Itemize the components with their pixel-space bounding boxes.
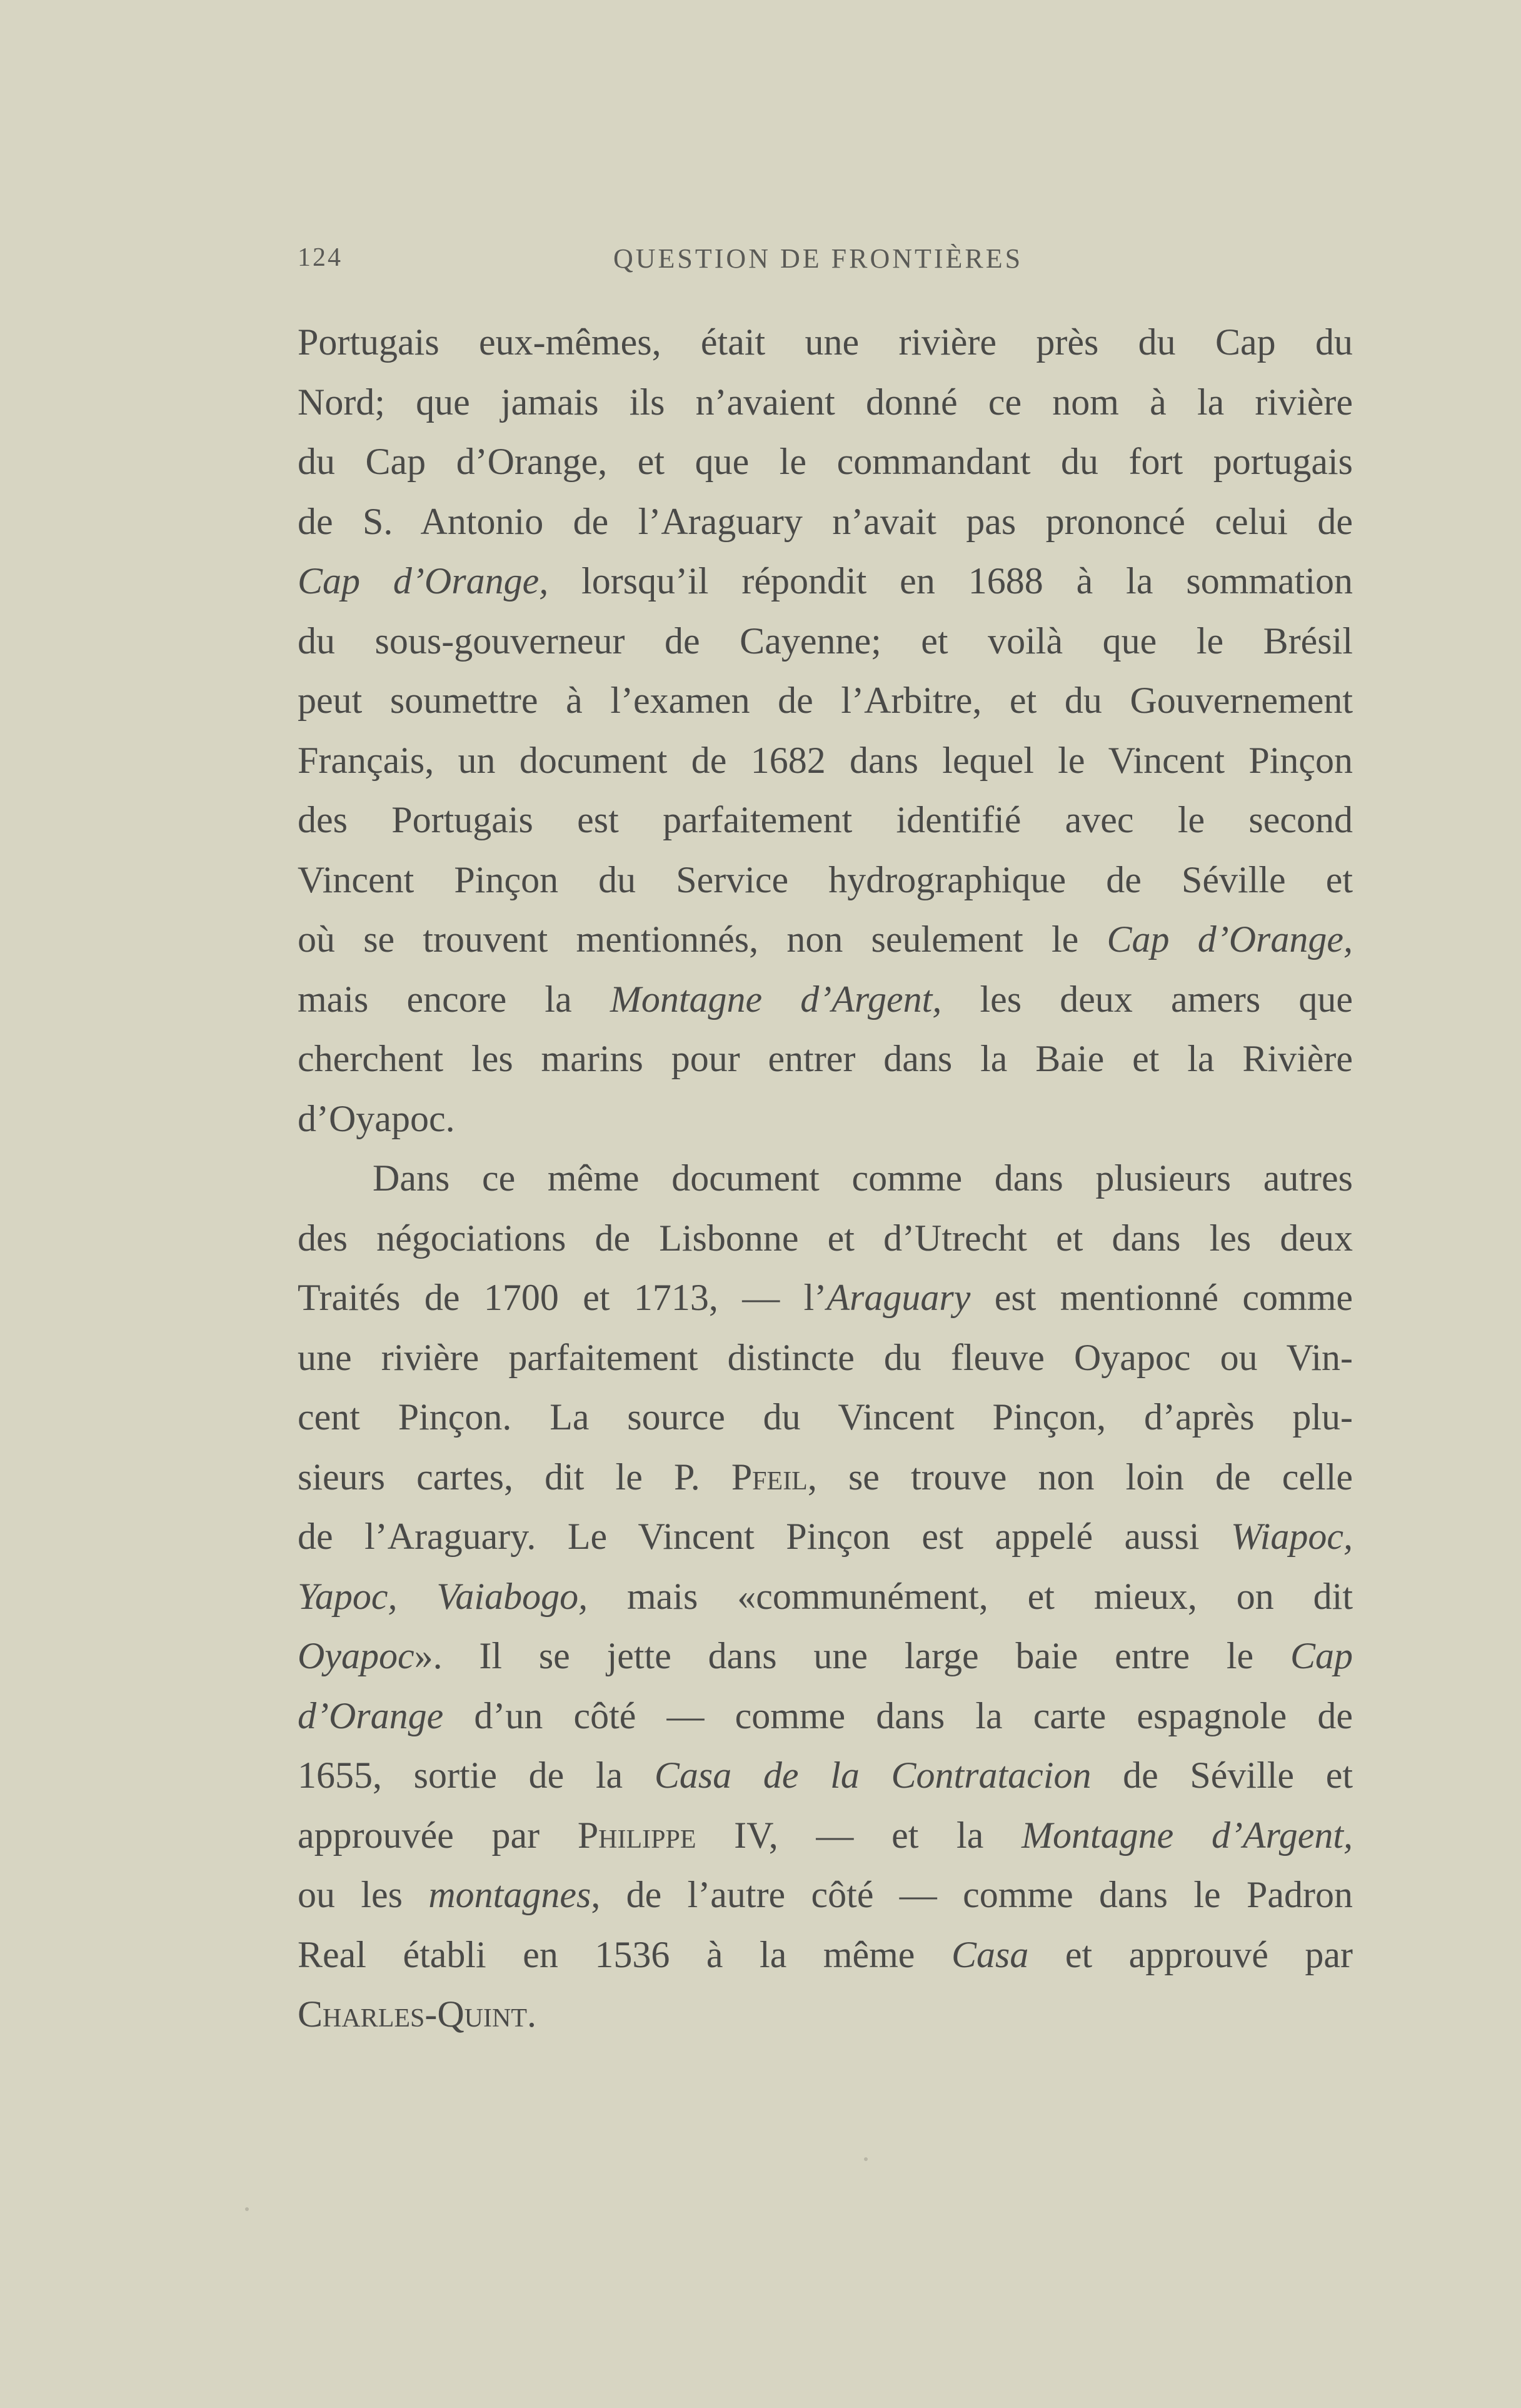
text-run: . (526, 1993, 536, 2035)
text-run: une rivière parfaitement distincte du fleuve Oyapoc ou Vin- (298, 1336, 1353, 1378)
italic-run: Araguary (826, 1277, 971, 1318)
text-line (298, 910, 1353, 970)
italic-run: Casa de la Contratacion (654, 1755, 1092, 1796)
text-line (298, 1328, 1353, 1388)
text-line (298, 492, 1353, 552)
text-line (298, 1865, 1353, 1925)
text-run: des Portugais est parfaitement identifié avec le second (298, 799, 1353, 840)
italic-run: Oyapoc (298, 1635, 414, 1676)
text-line (298, 790, 1353, 850)
page-number: 124 (298, 243, 343, 272)
text-run: et approuvé par (1028, 1933, 1353, 1975)
body-text (298, 313, 1353, 2045)
text-run: Traités de 1700 et 1713, — l’ (298, 1277, 827, 1318)
text-run: ». Il se jette dans une large baie entre le (414, 1635, 1290, 1676)
text-run: Real établi en 1536 à la même (298, 1933, 951, 1975)
text-line (298, 1089, 1353, 1149)
text-run: où se trouvent mentionnés, non seulement le (298, 919, 1107, 960)
text-line (298, 731, 1353, 791)
text-run: , de l’autre côté — comme dans le Padron (591, 1874, 1353, 1915)
text-line (298, 1209, 1353, 1269)
italic-run: montagnes (428, 1874, 591, 1915)
text-line (298, 1448, 1353, 1508)
text-line (298, 1626, 1353, 1686)
text-line (298, 671, 1353, 731)
text-run: est mentionné comme (970, 1277, 1353, 1318)
text-run: les deux amers que (941, 978, 1353, 1020)
text-line (298, 1507, 1353, 1567)
text-line (298, 970, 1353, 1030)
small-caps-name: Pfeil (731, 1456, 808, 1498)
italic-run: Wiapoc, (1231, 1516, 1353, 1557)
text-line (298, 612, 1353, 672)
text-run: IV, — et la (696, 1814, 1022, 1856)
text-run: Français, un document de 1682 dans lequel le Vincent Pinçon (298, 739, 1353, 781)
running-title: QUESTION DE FRONTIÈRES (613, 243, 1023, 274)
italic-run: Cap d’Orange, (1107, 919, 1353, 960)
text-run: Dans ce même document comme dans plusieurs autres (373, 1157, 1353, 1199)
text-run: 1655, sortie de la (298, 1755, 655, 1796)
italic-run: Cap (1290, 1635, 1353, 1676)
text-run: , se trouve non loin de celle (807, 1456, 1353, 1498)
text-run: d’Oyapoc. (298, 1097, 455, 1139)
italic-run: d’Orange (298, 1695, 444, 1736)
italic-run: Casa (951, 1933, 1029, 1975)
text-run: du Cap d’Orange, et que le commandant du fort portugais (298, 441, 1353, 482)
text-line (298, 552, 1353, 612)
text-line (298, 1388, 1353, 1448)
text-run: de l’Araguary. Le Vincent Pinçon est appelé aussi (298, 1516, 1232, 1557)
paper-speck (864, 2157, 868, 2161)
text-run: cent Pinçon. La source du Vincent Pinçon, d’après plu- (298, 1396, 1353, 1438)
text-line (298, 313, 1353, 373)
text-run: lorsqu’il répondit en 1688 à la sommation (548, 560, 1353, 602)
text-line (298, 1268, 1353, 1328)
italic-run: Montagne d’Argent, (1022, 1814, 1353, 1856)
small-caps-name: Charles-Quint (298, 1993, 527, 2035)
text-run: ou les (298, 1874, 429, 1915)
text-run: Vincent Pinçon du Service hydrographique de Séville et (298, 859, 1353, 900)
text-line (298, 373, 1353, 433)
small-caps-name: Philippe (577, 1814, 696, 1856)
paragraph-2 (298, 1149, 1353, 2045)
italic-run: Yapoc, Vaiabogo, (298, 1575, 588, 1617)
text-run: sieurs cartes, dit le P. (298, 1456, 731, 1498)
paper-speck (245, 2207, 249, 2211)
text-run: des négociations de Lisbonne et d’Utrecht et dans les deux (298, 1217, 1353, 1259)
text-run: de Séville et (1091, 1755, 1353, 1796)
text-line (298, 1925, 1353, 1985)
text-run: Nord; que jamais ils n’avaient donné ce nom à la rivière (298, 381, 1353, 423)
text-line (298, 1686, 1353, 1746)
text-run: du sous-gouverneur de Cayenne; et voilà que le Brésil (298, 620, 1353, 662)
text-run: d’un côté — comme dans la carte espagnole de (443, 1695, 1353, 1736)
text-run: approuvée par (298, 1814, 578, 1856)
text-run: de S. Antonio de l’Araguary n’avait pas prononcé celui de (298, 500, 1353, 542)
text-line (298, 432, 1353, 492)
text-line (298, 1746, 1353, 1806)
text-line (298, 1985, 1353, 2045)
running-header (298, 243, 1039, 280)
text-line (298, 1149, 1353, 1209)
text-line (298, 1806, 1353, 1866)
text-run: peut soumettre à l’examen de l’Arbitre, et du Gouvernement (298, 680, 1353, 721)
text-run: mais «communément, et mieux, on dit (588, 1575, 1353, 1617)
text-line (298, 1567, 1353, 1627)
text-run: cherchent les marins pour entrer dans la Baie et la Rivière (298, 1038, 1353, 1079)
text-line (298, 1029, 1353, 1089)
paragraph-1 (298, 313, 1353, 1149)
italic-run: Montagne d’Argent, (610, 978, 942, 1020)
text-run: mais encore la (298, 978, 610, 1020)
italic-run: Cap d’Orange, (298, 560, 549, 602)
text-line (298, 850, 1353, 910)
text-run: Portugais eux-mêmes, était une rivière près du Cap du (298, 321, 1353, 363)
